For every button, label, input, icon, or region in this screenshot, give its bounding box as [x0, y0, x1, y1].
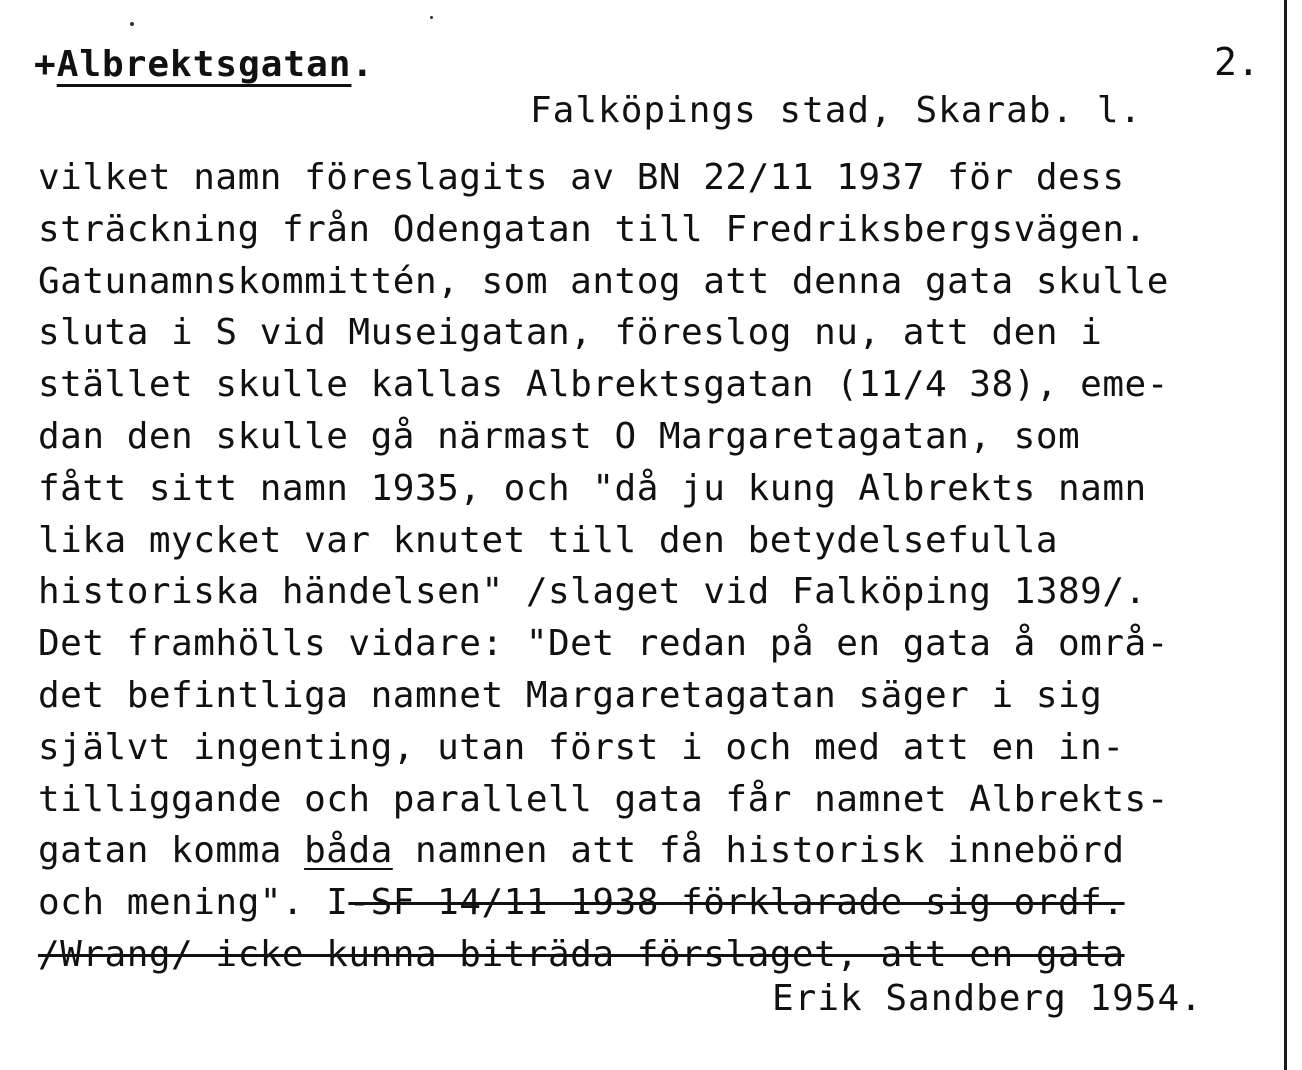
page-number: 2.	[1214, 40, 1260, 84]
text-line	[38, 825, 1288, 877]
text-line: tilliggande och parallell gata får namnet Albrekts-	[38, 778, 1169, 820]
text-line	[38, 929, 1288, 981]
text-segment: och mening". I	[38, 882, 349, 924]
street-name-title: Albrektsgatan	[56, 44, 352, 85]
struck-text: /Wrang/ icke kunna biträda förslaget, att en gata	[38, 933, 1125, 975]
heading-prefix: +	[34, 44, 57, 85]
paper-speck	[430, 16, 433, 19]
text-line: Det framhölls vidare: "Det redan på en gata å områ-	[38, 623, 1169, 665]
underlined-word: båda	[304, 830, 393, 872]
body-text	[38, 152, 1288, 981]
text-line: fått sitt namn 1935, och "då ju kung Albrekts namn	[38, 467, 1147, 509]
text-line: Gatunamnskommittén, som antog att denna gata skulle	[38, 260, 1169, 302]
card-heading	[34, 44, 374, 85]
text-segment: gatan komma	[38, 830, 305, 872]
text-line: självt ingenting, utan först i och med att en in-	[38, 726, 1125, 768]
text-line: vilket namn föreslagits av BN 22/11 1937 för dess	[38, 157, 1125, 198]
struck-text: -SF 14/11 1938 förklarade sig ordf.	[348, 882, 1125, 924]
text-line: historiska händelsen" /slaget vid Falköping 1389/.	[38, 571, 1147, 613]
text-line: stället skulle kallas Albrektsgatan (11/4 38), eme-	[38, 364, 1169, 406]
place-line: Falköpings stad, Skarab. l.	[530, 90, 1143, 131]
signature: Erik Sandberg 1954.	[772, 978, 1203, 1019]
text-line: dan den skulle gå närmast O Margaretagatan, som	[38, 415, 1081, 457]
heading-suffix: .	[351, 44, 375, 85]
text-line: sluta i S vid Museigatan, föreslog nu, att den i	[38, 312, 1103, 354]
text-line	[38, 877, 1288, 929]
paper-speck	[130, 22, 134, 26]
text-line: sträckning från Odengatan till Fredriksbergsvägen.	[38, 208, 1147, 250]
text-line: det befintliga namnet Margaretagatan säger i sig	[38, 674, 1103, 716]
text-segment: namnen att få historisk innebörd	[392, 830, 1125, 872]
text-line: lika mycket var knutet till den betydelsefulla	[38, 519, 1058, 561]
